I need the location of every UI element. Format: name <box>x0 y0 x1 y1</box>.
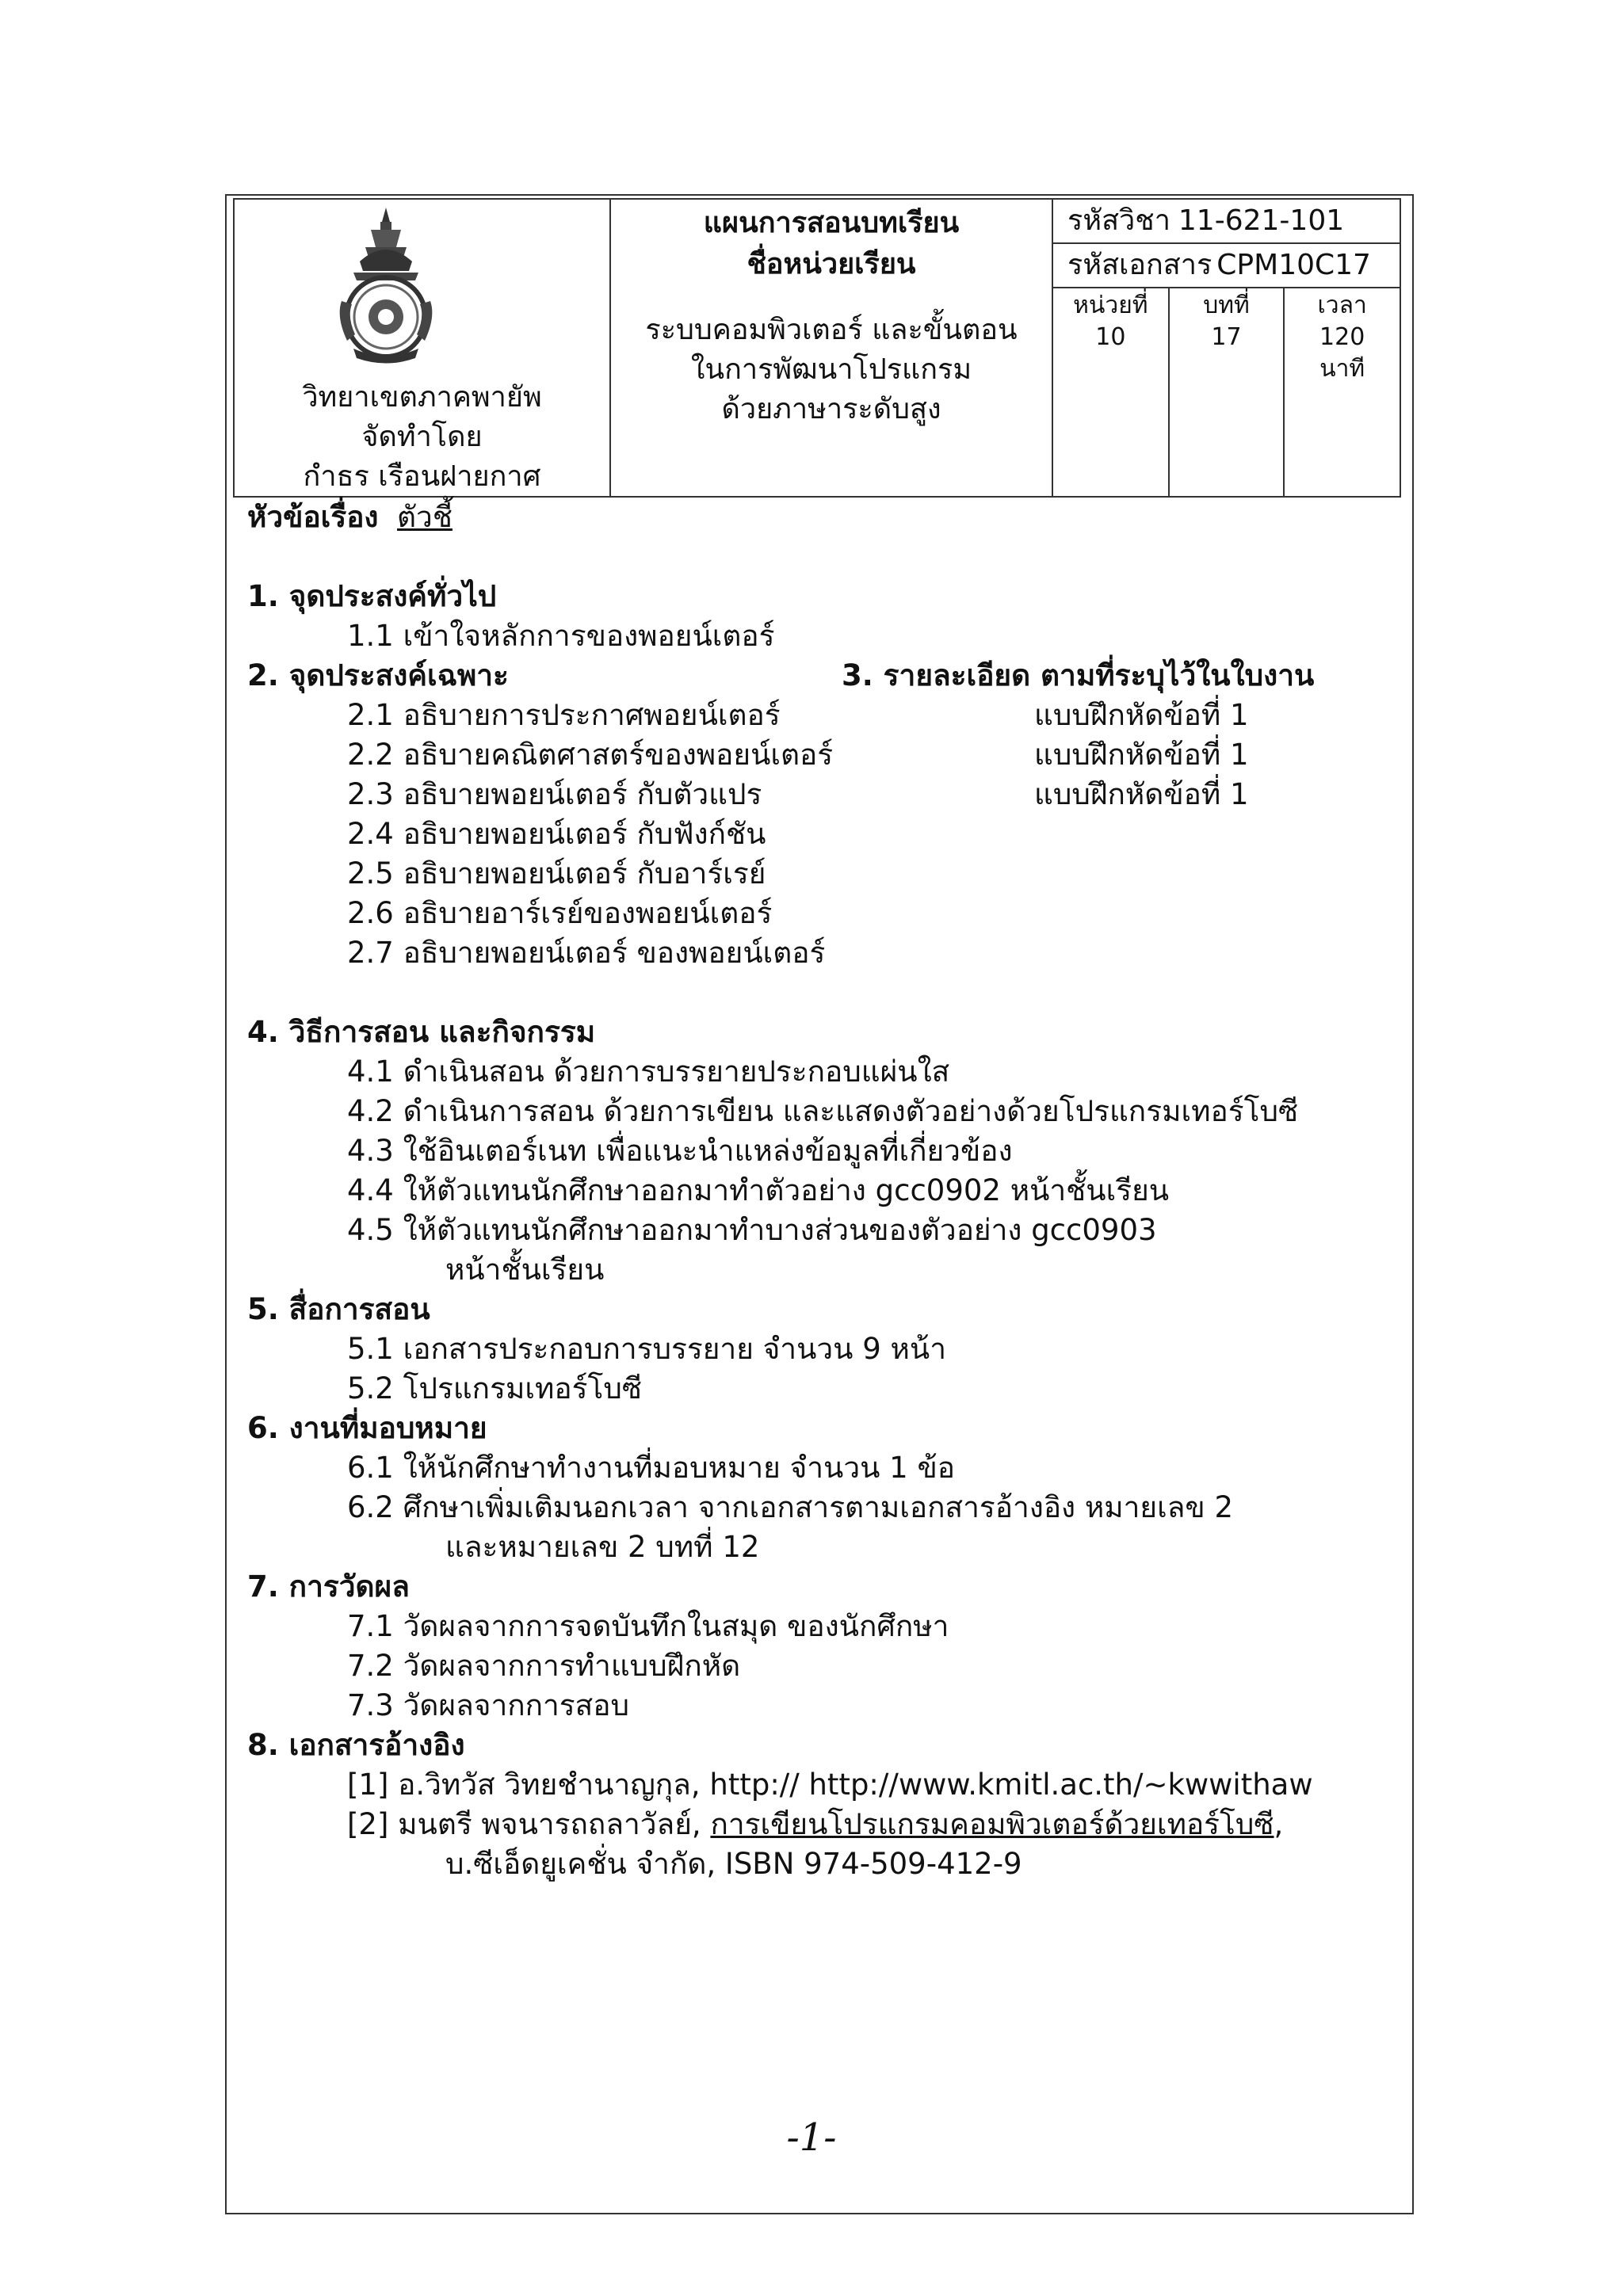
list-item: 7.1 วัดผลจากการจดบันทึกในสมุด ของนักศึกษา <box>347 1609 949 1643</box>
list-item: 4.1 ดำเนินสอน ด้วยการบรรยายประกอบแผ่นใส <box>347 1055 950 1089</box>
list-item: 6.1 ให้นักศึกษาทำงานที่มอบหมาย จำนวน 1 ข้อ <box>347 1451 955 1485</box>
section-1-title: 1. จุดประสงค์ทั่วไป <box>247 579 497 613</box>
section-6-title: 6. งานที่มอบหมาย <box>247 1411 487 1445</box>
list-item: 7.2 วัดผลจากการทำแบบฝึกหัด <box>347 1649 741 1683</box>
list-item <box>247 775 1623 814</box>
list-item: 6.2 ศึกษาเพิ่มเติมนอกเวลา จากเอกสารตามเอกสารอ้างอิง หมายเลข 2 <box>347 1490 1234 1524</box>
chapter-cell <box>1169 288 1285 496</box>
prepared-by-label: จัดทำโดย <box>361 421 483 453</box>
doc-code-row <box>1053 244 1400 287</box>
objective-text: 2.3 อธิบายพอยน์เตอร์ กับตัวแปร <box>347 777 762 811</box>
reference-1: [1] อ.วิทวัส วิทยชำนาญกุล, http:// http://www.kmitl.ac.th/~kwwithaw <box>347 1768 1313 1802</box>
time-cell <box>1284 288 1400 496</box>
page-number: -1- <box>786 2115 837 2160</box>
unit-chapter-time-table <box>1053 287 1400 496</box>
unit-name-label: ชื่อหน่วยเรียน <box>747 248 916 280</box>
list-item: 2.6 อธิบายอาร์เรย์ของพอยน์เตอร์ <box>347 896 773 930</box>
objective-text: 2.2 อธิบายคณิตศาสตร์ของพอยน์เตอร์ <box>347 738 834 772</box>
author-name: กำธร เรือนฝายกาศ <box>303 460 541 493</box>
list-item: 5.2 โปรแกรมเทอร์โบซี <box>347 1371 642 1405</box>
reference-2 <box>247 1805 1623 1844</box>
chapter-number: 17 <box>1211 323 1242 351</box>
topic-value: ตัวชี้ <box>397 500 453 534</box>
course-code-row <box>1053 200 1400 244</box>
time-label: เวลา <box>1317 292 1367 319</box>
reference-2-author: [2] มนตรี พจนารถถลาวัลย์, <box>347 1807 711 1841</box>
section-7-title: 7. การวัดผล <box>247 1569 410 1604</box>
time-value: 120 <box>1319 323 1365 351</box>
course-code: 11-621-101 <box>1178 204 1345 237</box>
institution-cell <box>234 199 610 497</box>
list-item: 5.1 เอกสารประกอบการบรรยาย จำนวน 9 หน้า <box>347 1332 946 1366</box>
list-item: 2.4 อธิบายพอยน์เตอร์ กับฟังก์ชัน <box>347 817 766 851</box>
code-cell <box>1052 199 1400 497</box>
unit-subject <box>611 311 1052 429</box>
chapter-label: บทที่ <box>1203 292 1250 319</box>
unit-subject-line: ระบบคอมพิวเตอร์ และขั้นตอน <box>645 314 1018 346</box>
plan-cell <box>610 199 1052 497</box>
section-5-title: 5. สื่อการสอน <box>247 1292 430 1326</box>
course-code-label: รหัสวิชา <box>1067 204 1170 237</box>
unit-number: 10 <box>1095 323 1126 351</box>
topic-line <box>247 498 1623 537</box>
doc-code: CPM10C17 <box>1216 249 1371 281</box>
section-2-title: 2. จุดประสงค์เฉพาะ <box>247 658 509 692</box>
university-emblem-icon <box>330 206 442 364</box>
list-item: 4.3 ใช้อินเตอร์เนท เพื่อแนะนำแหล่งข้อมูลที่เกี่ยวข้อง <box>347 1134 1013 1168</box>
section-4-title: 4. วิธีการสอน และกิจกรรม <box>247 1015 596 1049</box>
list-item-continuation: และหมายเลข 2 บทที่ 12 <box>445 1530 760 1564</box>
list-item <box>247 696 1623 735</box>
unit-cell <box>1053 288 1169 496</box>
time-unit: นาที <box>1319 355 1365 383</box>
reference-2-continuation: บ.ซีเอ็ดยูเคชั่น จำกัด, ISBN 974-509-412-9 <box>445 1847 1022 1881</box>
list-item: 1.1 เข้าใจหลักการของพอยน์เตอร์ <box>347 619 775 653</box>
list-item: 4.4 ให้ตัวแทนนักศึกษาออกมาทำตัวอย่าง gcc0902 หน้าชั้นเรียน <box>347 1173 1170 1207</box>
unit-subject-line: ด้วยภาษาระดับสูง <box>721 393 941 425</box>
list-item: 7.3 วัดผลจากการสอบ <box>347 1688 629 1722</box>
list-item: 2.5 อธิบายพอยน์เตอร์ กับอาร์เรย์ <box>347 856 766 891</box>
section-2-3-header <box>247 656 1623 696</box>
list-item <box>247 735 1623 775</box>
institution-block <box>235 378 609 497</box>
reference-2-title: การเขียนโปรแกรมคอมพิวเตอร์ด้วยเทอร์โบซี <box>710 1807 1274 1841</box>
list-item-continuation: หน้าชั้นเรียน <box>445 1253 605 1287</box>
reference-2-comma: , <box>1274 1807 1284 1841</box>
header-table <box>233 198 1401 498</box>
exercise-ref: แบบฝึกหัดข้อที่ 1 <box>1034 698 1249 732</box>
list-item: 2.7 อธิบายพอยน์เตอร์ ของพอยน์เตอร์ <box>347 936 826 970</box>
exercise-ref: แบบฝึกหัดข้อที่ 1 <box>1034 738 1249 772</box>
unit-subject-line: ในการพัฒนาโปรแกรม <box>690 353 972 386</box>
section-3-title: 3. รายละเอียด ตามที่ระบุไว้ในใบงาน <box>842 658 1315 692</box>
exercise-ref: แบบฝึกหัดข้อที่ 1 <box>1034 777 1249 811</box>
topic-label: หัวข้อเรื่อง <box>247 500 379 534</box>
campus-name: วิทยาเขตภาคพายัพ <box>302 381 542 414</box>
list-item: 4.5 ให้ตัวแทนนักศึกษาออกมาทำบางส่วนของตัวอย่าง gcc0903 <box>347 1213 1157 1247</box>
plan-title: แผนการสอนบทเรียน <box>703 207 960 239</box>
unit-label: หน่วยที่ <box>1073 292 1148 319</box>
doc-code-label: รหัสเอกสาร <box>1067 249 1212 281</box>
objective-text: 2.1 อธิบายการประกาศพอยน์เตอร์ <box>347 698 781 732</box>
list-item: 4.2 ดำเนินการสอน ด้วยการเขียน และแสดงตัวอย่างด้วยโปรแกรมเทอร์โบซี <box>347 1094 1299 1128</box>
lesson-plan-body <box>247 498 1623 1884</box>
section-8-title: 8. เอกสารอ้างอิง <box>247 1728 465 1762</box>
